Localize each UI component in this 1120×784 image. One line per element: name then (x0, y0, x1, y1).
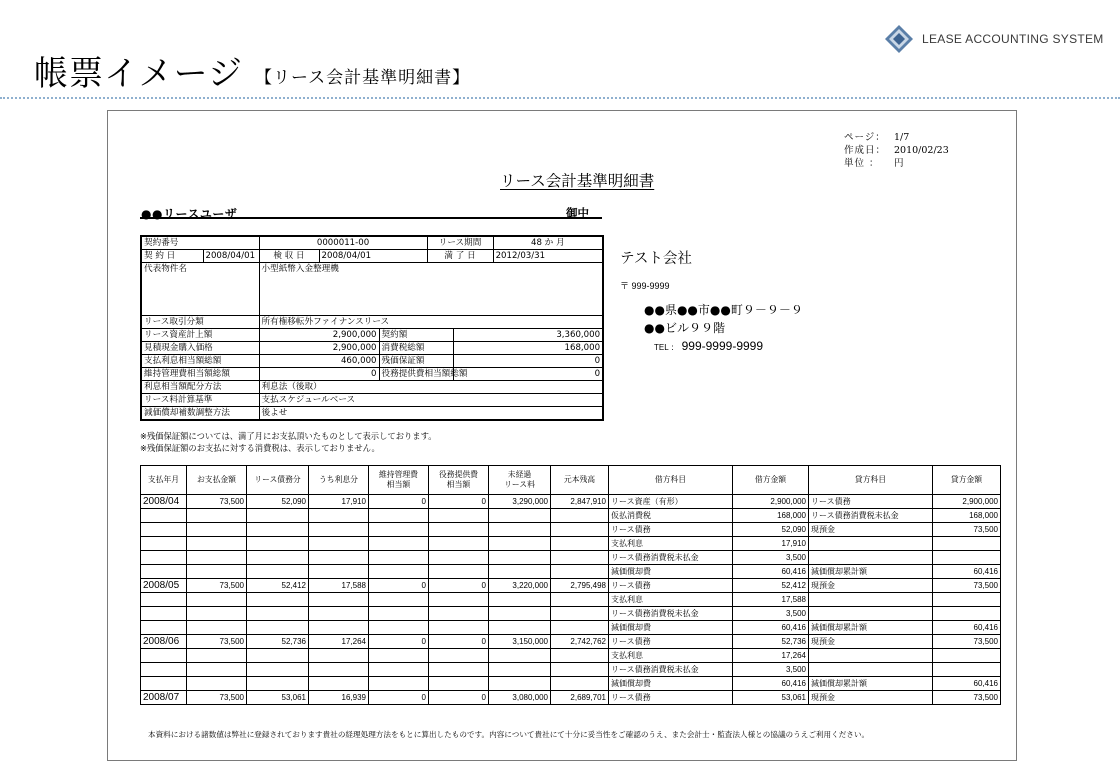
table-cell (551, 621, 609, 635)
table-cell: 3,150,000 (489, 635, 551, 649)
brand-name: LEASE ACCOUNTING SYSTEM (922, 32, 1104, 46)
table-row (141, 663, 1001, 677)
table-row (141, 621, 1001, 635)
table-cell (489, 509, 551, 523)
schedule-column-header: 貸方金額 (933, 466, 1001, 495)
table-cell: 73,500 (933, 579, 1001, 593)
table-cell (489, 677, 551, 691)
tel-label: TEL ： (654, 343, 679, 352)
term-label: リース期間 (427, 236, 493, 250)
table-cell (309, 649, 369, 663)
table-cell (187, 523, 247, 537)
table-cell (933, 663, 1001, 677)
maint-value: 0 (259, 368, 379, 381)
residual-value: 0 (453, 355, 603, 368)
postal-code: 〒 999-9999 (620, 281, 670, 291)
table-cell (551, 663, 609, 677)
table-cell (141, 537, 187, 551)
alloc-label: 利息相当額配分方法 (141, 381, 259, 394)
schedule-column-header: 貸方科目 (809, 466, 933, 495)
footer-disclaimer: 本資料における諸数値は弊社に登録されております貴社の経理処理方法をもとに算出したものです。内容について貴社にて十分に妥当性をご確認のうえ、また会計士・監査法人様との協議のうえご利用ください。 (148, 730, 870, 739)
table-cell: 3,220,000 (489, 579, 551, 593)
table-cell (551, 607, 609, 621)
table-cell: 17,264 (309, 635, 369, 649)
table-cell: 168,000 (933, 509, 1001, 523)
table-cell: 2,689,701 (551, 691, 609, 705)
table-cell: 2,900,000 (733, 495, 809, 509)
table-cell: 現預金 (809, 635, 933, 649)
table-cell (369, 607, 429, 621)
table-cell (429, 621, 489, 635)
slide-title (34, 46, 470, 95)
note-line: ※残価保証額については、満了月にお支払頂いたものとして表示しております。 (140, 431, 437, 441)
table-cell: 0 (369, 691, 429, 705)
contract-amt-value: 3,360,000 (453, 329, 603, 342)
table-cell: 73,500 (187, 495, 247, 509)
table-cell: 52,736 (733, 635, 809, 649)
brand-logo (884, 24, 1104, 54)
table-cell (933, 593, 1001, 607)
inspect-date: 2008/04/01 (319, 250, 427, 263)
table-cell: リース債務 (609, 691, 733, 705)
table-cell: 73,500 (933, 523, 1001, 537)
table-cell: リース債務 (609, 523, 733, 537)
table-cell: 2,795,498 (551, 579, 609, 593)
table-cell: リース債務消費税未払金 (609, 551, 733, 565)
table-cell: 73,500 (187, 635, 247, 649)
contract-table (140, 235, 604, 421)
contract-date-label: 契 約 日 (141, 250, 203, 263)
end-label: 満 了 日 (427, 250, 493, 263)
basis-value: 支払スケジュールベース (259, 394, 603, 407)
schedule-table (140, 465, 1001, 705)
table-cell (187, 565, 247, 579)
table-cell: 52,412 (733, 579, 809, 593)
table-row (141, 523, 1001, 537)
asset-value: 2,900,000 (259, 329, 379, 342)
cash-label: 見積現金購入価格 (141, 342, 259, 355)
table-cell (369, 565, 429, 579)
table-cell (141, 621, 187, 635)
table-cell (489, 551, 551, 565)
table-cell: 減価償却費 (609, 677, 733, 691)
address-line-2: ●●ビル９９階 (644, 321, 725, 335)
residual-label: 残価保証額 (379, 355, 453, 368)
table-cell (809, 607, 933, 621)
table-cell (551, 551, 609, 565)
header-divider (0, 97, 1120, 99)
table-row (141, 607, 1001, 621)
depr-value: 後よせ (259, 407, 603, 421)
table-cell: 0 (369, 495, 429, 509)
report-document (107, 110, 1017, 761)
table-cell (309, 621, 369, 635)
table-cell (933, 607, 1001, 621)
table-cell (429, 551, 489, 565)
table-cell (141, 509, 187, 523)
table-cell: 減価償却累計額 (809, 565, 933, 579)
table-cell (141, 551, 187, 565)
table-cell: リース債務 (809, 495, 933, 509)
telephone (654, 339, 763, 353)
table-cell (141, 523, 187, 537)
schedule-column-header: お支払金額 (187, 466, 247, 495)
table-cell: リース債務消費税未払金 (609, 663, 733, 677)
table-cell: 減価償却累計額 (809, 621, 933, 635)
table-cell: 減価償却累計額 (809, 677, 933, 691)
table-cell (141, 663, 187, 677)
table-cell: 減価償却費 (609, 621, 733, 635)
table-cell: 0 (429, 579, 489, 593)
table-row (141, 579, 1001, 593)
contract-amt-label: 契約額 (379, 329, 453, 342)
table-cell: リース資産（有形） (609, 495, 733, 509)
table-cell: 53,061 (733, 691, 809, 705)
interest-value: 460,000 (259, 355, 379, 368)
table-cell (551, 537, 609, 551)
table-cell (247, 621, 309, 635)
alloc-value: 利息法（後取） (259, 381, 603, 394)
table-cell: 17,910 (309, 495, 369, 509)
table-cell: 60,416 (933, 677, 1001, 691)
table-cell (187, 551, 247, 565)
table-cell (933, 537, 1001, 551)
table-cell: 53,061 (247, 691, 309, 705)
contract-no: 0000011-00 (259, 236, 427, 250)
table-cell (551, 523, 609, 537)
table-cell: 2,742,762 (551, 635, 609, 649)
table-cell (247, 663, 309, 677)
table-cell: 0 (369, 635, 429, 649)
table-cell: 60,416 (733, 565, 809, 579)
table-cell (309, 677, 369, 691)
table-cell (489, 649, 551, 663)
table-cell: 2,847,910 (551, 495, 609, 509)
table-cell (551, 565, 609, 579)
table-cell (809, 649, 933, 663)
slide-subtitle: 【リース会計基準明細書】 (254, 68, 471, 88)
table-cell (551, 593, 609, 607)
table-cell: リース債務消費税未払金 (809, 509, 933, 523)
table-row (141, 649, 1001, 663)
table-cell: リース債務 (609, 579, 733, 593)
table-cell: 0 (429, 635, 489, 649)
table-cell (187, 607, 247, 621)
table-cell (247, 523, 309, 537)
table-cell (141, 593, 187, 607)
table-row (141, 691, 1001, 705)
page-label: ページ： (844, 132, 886, 143)
schedule-body (141, 495, 1001, 705)
table-cell (309, 565, 369, 579)
table-row (141, 551, 1001, 565)
maint-label: 維持管理費相当額総額 (141, 368, 259, 381)
service-label: 役務提供費相当額総額 (379, 368, 453, 381)
table-cell: 16,939 (309, 691, 369, 705)
contract-date: 2008/04/01 (203, 250, 259, 263)
table-cell: 2008/07 (141, 691, 187, 705)
table-cell (141, 565, 187, 579)
table-cell (309, 551, 369, 565)
table-cell (247, 537, 309, 551)
report-title: リース会計基準明細書 (500, 172, 655, 190)
table-cell (489, 663, 551, 677)
table-cell (187, 663, 247, 677)
term-value: 48 か 月 (493, 236, 603, 250)
table-cell (247, 509, 309, 523)
item-label: 代表物件名 (141, 263, 259, 316)
table-cell (247, 565, 309, 579)
honorific: 御中 (566, 206, 589, 220)
diamond-logo-icon (884, 24, 914, 54)
service-value: 0 (453, 368, 603, 381)
slide-title-text: 帳票イメージ (34, 54, 243, 94)
table-cell (369, 677, 429, 691)
table-cell (809, 663, 933, 677)
table-cell: 73,500 (933, 691, 1001, 705)
table-cell (247, 607, 309, 621)
schedule-header (141, 466, 1001, 495)
table-cell (429, 607, 489, 621)
customer-name: ●●リースユーザ (141, 207, 238, 221)
table-cell: 2008/04 (141, 495, 187, 509)
asset-label: リース資産計上額 (141, 329, 259, 342)
table-cell: 17,910 (733, 537, 809, 551)
table-cell (309, 523, 369, 537)
schedule-column-header: 役務提供費 相当額 (429, 466, 489, 495)
schedule-column-header: 借方科目 (609, 466, 733, 495)
company-name: テスト会社 (620, 251, 692, 267)
table-cell: 52,412 (247, 579, 309, 593)
table-cell: 17,588 (309, 579, 369, 593)
class-label: リース取引分類 (141, 316, 259, 329)
table-cell (809, 537, 933, 551)
address-line-1: ●●県●●市●●町９－９－９ (644, 303, 803, 317)
table-cell (489, 607, 551, 621)
table-cell (187, 593, 247, 607)
unit-label: 単位 ： (844, 158, 880, 169)
table-cell: 52,090 (733, 523, 809, 537)
basis-label: リース料計算基準 (141, 394, 259, 407)
table-cell (187, 649, 247, 663)
table-cell: 52,090 (247, 495, 309, 509)
table-cell (809, 593, 933, 607)
table-cell: 3,500 (733, 607, 809, 621)
table-cell (187, 621, 247, 635)
notes (140, 431, 437, 454)
table-cell: 支払利息 (609, 537, 733, 551)
class-value: 所有権移転外ファイナンスリース (259, 316, 603, 329)
table-cell (369, 523, 429, 537)
table-cell (489, 593, 551, 607)
table-cell (489, 621, 551, 635)
table-row (141, 635, 1001, 649)
table-cell: 3,080,000 (489, 691, 551, 705)
table-cell (933, 551, 1001, 565)
depr-label: 減価償却補数調整方法 (141, 407, 259, 421)
table-cell (429, 677, 489, 691)
table-row (141, 677, 1001, 691)
table-cell: 支払利息 (609, 649, 733, 663)
table-cell (489, 565, 551, 579)
table-cell (489, 537, 551, 551)
table-cell (429, 565, 489, 579)
cash-value: 2,900,000 (259, 342, 379, 355)
table-cell (247, 677, 309, 691)
table-cell (141, 607, 187, 621)
table-cell (309, 593, 369, 607)
tax-label: 消費税総額 (379, 342, 453, 355)
created-value: 2010/02/23 (894, 145, 949, 156)
table-cell: 0 (369, 579, 429, 593)
table-cell: 仮払消費税 (609, 509, 733, 523)
table-cell (141, 677, 187, 691)
table-cell: 3,290,000 (489, 495, 551, 509)
schedule-column-header: リース債務分 (247, 466, 309, 495)
inspect-label: 検 収 日 (259, 250, 319, 263)
table-cell (187, 677, 247, 691)
table-cell (247, 551, 309, 565)
table-cell (429, 593, 489, 607)
note-line: ※残価保証額のお支払に対する消費税は、表示しておりません。 (140, 442, 380, 453)
table-cell (247, 593, 309, 607)
item-value: 小型紙幣入金整理機 (259, 263, 603, 316)
schedule-column-header: 維持管理費 相当額 (369, 466, 429, 495)
customer-underline (140, 217, 602, 219)
table-cell (369, 593, 429, 607)
table-cell (369, 621, 429, 635)
table-cell: 0 (429, 691, 489, 705)
table-cell (187, 509, 247, 523)
tax-value: 168,000 (453, 342, 603, 355)
table-cell (369, 663, 429, 677)
table-cell (247, 649, 309, 663)
table-row (141, 593, 1001, 607)
table-cell (309, 509, 369, 523)
interest-label: 支払利息相当額総額 (141, 355, 259, 368)
table-cell (809, 551, 933, 565)
table-cell: 3,500 (733, 663, 809, 677)
table-cell (369, 551, 429, 565)
table-cell: 60,416 (933, 565, 1001, 579)
schedule-column-header: うち利息分 (309, 466, 369, 495)
table-row (141, 509, 1001, 523)
end-date: 2012/03/31 (493, 250, 603, 263)
table-cell (429, 509, 489, 523)
table-cell: 60,416 (733, 621, 809, 635)
table-cell (429, 523, 489, 537)
table-cell (429, 649, 489, 663)
page-value: 1/7 (894, 132, 910, 143)
schedule-column-header: 未経過 リース料 (489, 466, 551, 495)
table-cell: 支払利息 (609, 593, 733, 607)
table-cell (933, 649, 1001, 663)
table-row (141, 537, 1001, 551)
tel-value: 999-9999-9999 (681, 339, 764, 353)
table-cell (309, 607, 369, 621)
table-cell: 73,500 (187, 579, 247, 593)
unit-value: 円 (894, 158, 904, 169)
table-cell (429, 663, 489, 677)
table-cell: 17,264 (733, 649, 809, 663)
schedule-column-header: 支払年月 (141, 466, 187, 495)
table-cell (489, 523, 551, 537)
contract-no-label: 契約番号 (141, 236, 259, 250)
table-cell (369, 509, 429, 523)
table-cell: 73,500 (933, 635, 1001, 649)
table-cell: 減価償却費 (609, 565, 733, 579)
table-cell (551, 677, 609, 691)
table-cell: 現預金 (809, 523, 933, 537)
table-cell (551, 509, 609, 523)
table-cell: 現預金 (809, 579, 933, 593)
table-cell (369, 537, 429, 551)
table-cell: 52,736 (247, 635, 309, 649)
table-cell: 168,000 (733, 509, 809, 523)
table-cell: 現預金 (809, 691, 933, 705)
table-row (141, 495, 1001, 509)
created-label: 作成日： (844, 145, 887, 156)
table-cell: 2,900,000 (933, 495, 1001, 509)
table-cell: 60,416 (733, 677, 809, 691)
table-cell: 73,500 (187, 691, 247, 705)
report-meta (844, 131, 949, 170)
table-cell: 3,500 (733, 551, 809, 565)
table-cell (141, 649, 187, 663)
schedule-column-header: 元本残高 (551, 466, 609, 495)
table-cell (369, 649, 429, 663)
table-cell: リース債務 (609, 635, 733, 649)
table-cell: 2008/05 (141, 579, 187, 593)
schedule-column-header: 借方金額 (733, 466, 809, 495)
table-cell (309, 663, 369, 677)
table-cell: 0 (429, 495, 489, 509)
table-row (141, 565, 1001, 579)
table-cell (309, 537, 369, 551)
table-cell: 17,588 (733, 593, 809, 607)
table-cell (429, 537, 489, 551)
table-cell: 60,416 (933, 621, 1001, 635)
table-cell: リース債務消費税未払金 (609, 607, 733, 621)
table-cell: 2008/06 (141, 635, 187, 649)
table-cell (187, 537, 247, 551)
table-cell (551, 649, 609, 663)
